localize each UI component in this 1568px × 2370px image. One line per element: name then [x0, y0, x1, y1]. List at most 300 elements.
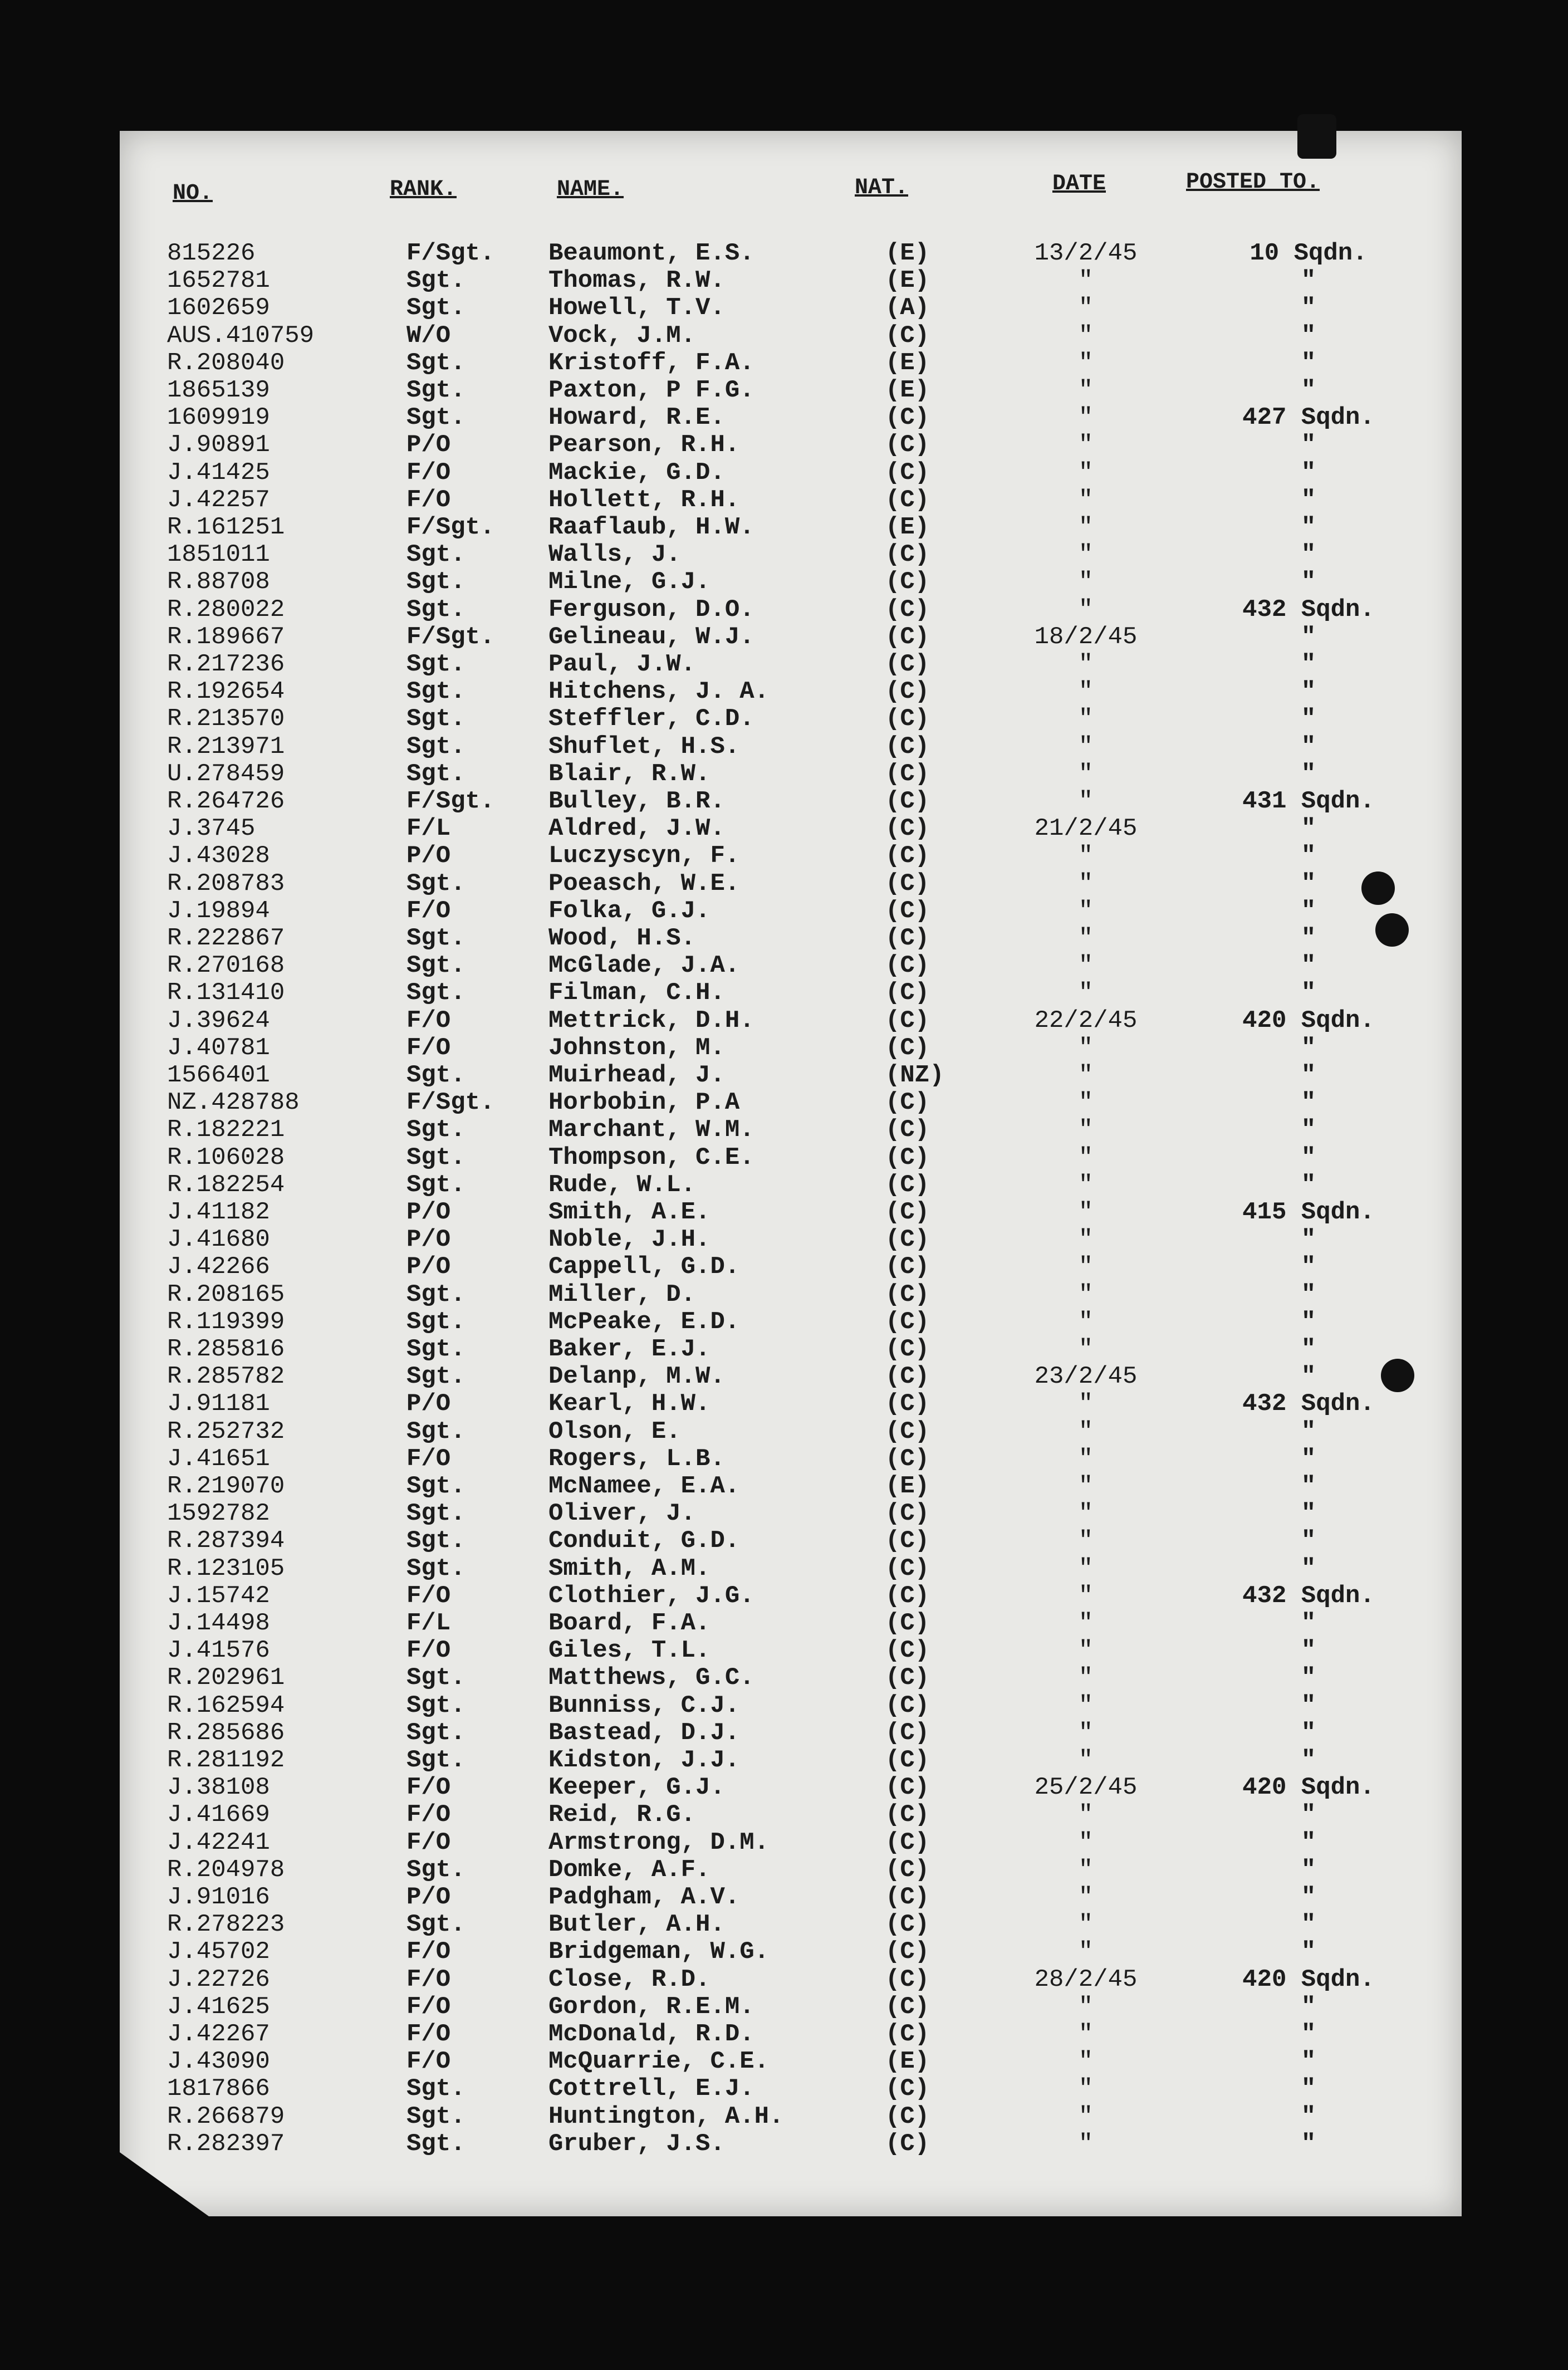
row-name: Olson, E. — [548, 1418, 681, 1446]
row-rank: P/O — [406, 1883, 451, 1911]
row-posted: " — [1301, 1089, 1316, 1117]
row-date: " — [1078, 404, 1094, 432]
row-no: R.281192 — [167, 1746, 285, 1774]
row-no: R.162594 — [167, 1692, 285, 1720]
row-date: " — [1078, 1664, 1094, 1692]
row-date: " — [1078, 2020, 1094, 2048]
row-date: " — [1078, 2075, 1094, 2103]
row-no: R.266879 — [167, 2103, 285, 2131]
row-nat: (C) — [885, 623, 930, 651]
row-posted: " — [1301, 815, 1316, 843]
row-posted: " — [1301, 924, 1316, 952]
row-name: Mettrick, D.H. — [548, 1007, 754, 1035]
row-no: R.213971 — [167, 733, 285, 761]
row-posted: " — [1301, 2075, 1316, 2103]
row-date: " — [1078, 1144, 1094, 1172]
row-posted: 432 Sqdn. — [1242, 596, 1375, 624]
row-no: R.285816 — [167, 1335, 285, 1363]
row-name: Smith, A.E. — [548, 1198, 710, 1226]
row-date: " — [1078, 1418, 1094, 1446]
row-date: 21/2/45 — [1034, 815, 1138, 843]
row-no: J.91016 — [167, 1883, 270, 1911]
row-no: J.41680 — [167, 1226, 270, 1253]
row-posted: " — [1301, 952, 1316, 980]
row-date: " — [1078, 1198, 1094, 1226]
row-name: Armstrong, D.M. — [548, 1829, 770, 1857]
row-nat: (C) — [885, 1308, 930, 1336]
row-rank: Sgt. — [406, 678, 465, 706]
row-date: 18/2/45 — [1034, 623, 1138, 651]
row-date: " — [1078, 486, 1094, 514]
row-name: Board, F.A. — [548, 1609, 710, 1637]
row-posted: " — [1301, 623, 1316, 651]
row-rank: F/Sgt. — [406, 1089, 495, 1117]
row-no: U.278459 — [167, 760, 285, 788]
row-nat: (C) — [885, 1609, 930, 1637]
row-nat: (E) — [885, 376, 930, 404]
row-date: " — [1078, 1226, 1094, 1253]
row-posted: " — [1301, 349, 1316, 377]
row-date: " — [1078, 1993, 1094, 2021]
row-posted: " — [1301, 1746, 1316, 1774]
row-no: 1566401 — [167, 1061, 270, 1089]
row-posted: " — [1301, 513, 1316, 541]
row-nat: (C) — [885, 1226, 930, 1253]
row-name: Mackie, G.D. — [548, 459, 725, 487]
row-name: Hollett, R.H. — [548, 486, 740, 514]
row-nat: (C) — [885, 733, 930, 761]
row-nat: (C) — [885, 431, 930, 459]
row-rank: Sgt. — [406, 650, 465, 678]
row-rank: F/Sgt. — [406, 239, 495, 267]
row-name: Ferguson, D.O. — [548, 596, 754, 624]
row-name: Thomas, R.W. — [548, 267, 725, 295]
row-rank: Sgt. — [406, 705, 465, 733]
row-nat: (C) — [885, 787, 930, 815]
row-no: 1865139 — [167, 376, 270, 404]
row-posted: " — [1301, 1856, 1316, 1884]
row-rank: Sgt. — [406, 294, 465, 322]
row-date: " — [1078, 596, 1094, 624]
row-rank: Sgt. — [406, 924, 465, 952]
row-rank: P/O — [406, 842, 451, 870]
row-name: Walls, J. — [548, 541, 681, 569]
row-posted: " — [1301, 267, 1316, 295]
row-no: J.3745 — [167, 815, 256, 843]
row-name: Aldred, J.W. — [548, 815, 725, 843]
row-no: R.285686 — [167, 1719, 285, 1747]
row-name: Blair, R.W. — [548, 760, 710, 788]
row-posted: 420 Sqdn. — [1242, 1007, 1375, 1035]
row-name: Bulley, B.R. — [548, 787, 725, 815]
row-no: J.40781 — [167, 1034, 270, 1062]
row-rank: P/O — [406, 1198, 451, 1226]
row-name: Clothier, J.G. — [548, 1582, 754, 1610]
row-no: 1609919 — [167, 404, 270, 432]
row-no: R.202961 — [167, 1664, 285, 1692]
row-nat: (E) — [885, 239, 930, 267]
row-rank: P/O — [406, 431, 451, 459]
row-no: J.41576 — [167, 1637, 270, 1664]
row-rank: Sgt. — [406, 404, 465, 432]
row-no: J.14498 — [167, 1609, 270, 1637]
row-name: Bridgeman, W.G. — [548, 1938, 770, 1966]
row-date: " — [1078, 897, 1094, 925]
row-rank: Sgt. — [406, 760, 465, 788]
row-date: " — [1078, 2130, 1094, 2158]
row-no: R.182221 — [167, 1116, 285, 1144]
row-date: 13/2/45 — [1034, 239, 1138, 267]
row-nat: (C) — [885, 842, 930, 870]
row-nat: (C) — [885, 678, 930, 706]
row-rank: F/O — [406, 1637, 451, 1664]
row-rank: F/O — [406, 1938, 451, 1966]
header-posted: POSTED TO. — [1186, 170, 1320, 195]
ink-blot — [1375, 913, 1409, 947]
row-date: " — [1078, 541, 1094, 569]
row-date: " — [1078, 787, 1094, 815]
row-name: Conduit, G.D. — [548, 1527, 740, 1555]
row-posted: " — [1301, 1363, 1316, 1390]
row-no: 815226 — [167, 239, 256, 267]
row-no: R.219070 — [167, 1472, 285, 1500]
row-posted: 415 Sqdn. — [1242, 1198, 1375, 1226]
row-no: R.192654 — [167, 678, 285, 706]
row-nat: (C) — [885, 2075, 930, 2103]
row-nat: (C) — [885, 1664, 930, 1692]
row-rank: F/O — [406, 1445, 451, 1473]
row-rank: F/O — [406, 1034, 451, 1062]
row-name: Smith, A.M. — [548, 1555, 710, 1583]
row-no: J.42267 — [167, 2020, 270, 2048]
row-posted: " — [1301, 760, 1316, 788]
row-posted: " — [1301, 459, 1316, 487]
row-nat: (C) — [885, 1692, 930, 1720]
row-no: R.222867 — [167, 924, 285, 952]
row-date: " — [1078, 924, 1094, 952]
row-nat: (E) — [885, 1472, 930, 1500]
row-date: " — [1078, 842, 1094, 870]
row-posted: " — [1301, 1171, 1316, 1199]
row-rank: Sgt. — [406, 376, 465, 404]
row-date: " — [1078, 1719, 1094, 1747]
row-rank: F/O — [406, 1774, 451, 1801]
row-no: J.41425 — [167, 459, 270, 487]
row-no: R.88708 — [167, 568, 270, 596]
row-no: R.264726 — [167, 787, 285, 815]
row-name: McDonald, R.D. — [548, 2020, 754, 2048]
row-rank: F/O — [406, 1582, 451, 1610]
row-no: R.106028 — [167, 1144, 285, 1172]
row-name: Rogers, L.B. — [548, 1445, 725, 1473]
row-rank: Sgt. — [406, 979, 465, 1007]
row-nat: (C) — [885, 2020, 930, 2048]
header-no: NO. — [173, 181, 213, 206]
row-date: " — [1078, 1390, 1094, 1418]
folded-corner — [120, 2152, 209, 2216]
row-rank: Sgt. — [406, 1363, 465, 1390]
row-name: Rude, W.L. — [548, 1171, 696, 1199]
row-no: J.90891 — [167, 431, 270, 459]
row-date: " — [1078, 1746, 1094, 1774]
row-no: R.208040 — [167, 349, 285, 377]
row-no: J.41651 — [167, 1445, 270, 1473]
row-name: Miller, D. — [548, 1281, 696, 1309]
row-posted: " — [1301, 733, 1316, 761]
row-no: J.45702 — [167, 1938, 270, 1966]
row-rank: Sgt. — [406, 2130, 465, 2158]
row-nat: (E) — [885, 513, 930, 541]
ink-blot — [1361, 871, 1395, 905]
row-date: " — [1078, 294, 1094, 322]
row-date: " — [1078, 349, 1094, 377]
row-nat: (E) — [885, 267, 930, 295]
row-name: Marchant, W.M. — [548, 1116, 754, 1144]
row-posted: " — [1301, 294, 1316, 322]
row-name: Kristoff, F.A. — [548, 349, 754, 377]
row-nat: (C) — [885, 1582, 930, 1610]
row-name: Butler, A.H. — [548, 1911, 725, 1938]
row-name: Oliver, J. — [548, 1500, 696, 1527]
row-posted: " — [1301, 1883, 1316, 1911]
row-nat: (C) — [885, 404, 930, 432]
row-name: Kearl, H.W. — [548, 1390, 710, 1418]
row-nat: (C) — [885, 322, 930, 350]
row-date: " — [1078, 1637, 1094, 1664]
row-no: J.19894 — [167, 897, 270, 925]
ink-blot — [1381, 1359, 1414, 1392]
row-posted: " — [1301, 842, 1316, 870]
row-date: " — [1078, 1171, 1094, 1199]
row-date: " — [1078, 1281, 1094, 1309]
row-nat: (C) — [885, 596, 930, 624]
row-date: 25/2/45 — [1034, 1774, 1138, 1801]
row-no: AUS.410759 — [167, 322, 315, 350]
row-rank: Sgt. — [406, 1746, 465, 1774]
row-no: J.41625 — [167, 1993, 270, 2021]
row-posted: " — [1301, 1938, 1316, 1966]
row-date: " — [1078, 1883, 1094, 1911]
row-name: Close, R.D. — [548, 1966, 710, 1994]
row-nat: (C) — [885, 1144, 930, 1172]
row-no: 1851011 — [167, 541, 270, 569]
row-date: " — [1078, 1253, 1094, 1281]
row-name: Steffler, C.D. — [548, 705, 754, 733]
row-nat: (C) — [885, 650, 930, 678]
row-date: " — [1078, 1692, 1094, 1720]
row-date: " — [1078, 376, 1094, 404]
row-name: Pearson, R.H. — [548, 431, 740, 459]
row-no: R.252732 — [167, 1418, 285, 1446]
row-nat: (C) — [885, 1089, 930, 1117]
row-date: " — [1078, 1829, 1094, 1857]
row-rank: Sgt. — [406, 1144, 465, 1172]
row-posted: " — [1301, 2048, 1316, 2075]
row-rank: Sgt. — [406, 1472, 465, 1500]
row-rank: F/L — [406, 1609, 451, 1637]
row-name: McNamee, E.A. — [548, 1472, 740, 1500]
row-posted: " — [1301, 322, 1316, 350]
row-posted: " — [1301, 1472, 1316, 1500]
row-date: " — [1078, 1116, 1094, 1144]
row-nat: (C) — [885, 870, 930, 898]
row-nat: (C) — [885, 760, 930, 788]
row-nat: (C) — [885, 1527, 930, 1555]
row-name: Matthews, G.C. — [548, 1664, 754, 1692]
row-nat: (C) — [885, 1034, 930, 1062]
row-rank: Sgt. — [406, 1719, 465, 1747]
row-date: " — [1078, 650, 1094, 678]
row-nat: (C) — [885, 1363, 930, 1390]
row-rank: Sgt. — [406, 1281, 465, 1309]
row-posted: " — [1301, 1527, 1316, 1555]
row-nat: (C) — [885, 1911, 930, 1938]
row-rank: Sgt. — [406, 1664, 465, 1692]
row-nat: (C) — [885, 1719, 930, 1747]
row-date: " — [1078, 513, 1094, 541]
row-rank: Sgt. — [406, 2075, 465, 2103]
row-posted: 10 Sqdn. — [1250, 239, 1368, 267]
row-no: R.119399 — [167, 1308, 285, 1336]
row-no: R.285782 — [167, 1363, 285, 1390]
row-posted: 420 Sqdn. — [1242, 1774, 1375, 1801]
row-rank: Sgt. — [406, 1911, 465, 1938]
row-nat: (E) — [885, 2048, 930, 2075]
row-name: Filman, C.H. — [548, 979, 725, 1007]
row-nat: (C) — [885, 952, 930, 980]
row-posted: " — [1301, 650, 1316, 678]
row-nat: (C) — [885, 1746, 930, 1774]
row-no: R.213570 — [167, 705, 285, 733]
row-rank: Sgt. — [406, 541, 465, 569]
row-posted: " — [1301, 1609, 1316, 1637]
row-name: McPeake, E.D. — [548, 1308, 740, 1336]
row-posted: " — [1301, 1226, 1316, 1253]
row-nat: (C) — [885, 1883, 930, 1911]
row-nat: (C) — [885, 1445, 930, 1473]
row-nat: (C) — [885, 1555, 930, 1583]
row-nat: (C) — [885, 486, 930, 514]
row-nat: (C) — [885, 2103, 930, 2131]
row-rank: Sgt. — [406, 733, 465, 761]
row-name: Folka, G.J. — [548, 897, 710, 925]
row-rank: F/O — [406, 1829, 451, 1857]
row-nat: (C) — [885, 1171, 930, 1199]
row-name: Howard, R.E. — [548, 404, 725, 432]
row-nat: (C) — [885, 541, 930, 569]
row-posted: " — [1301, 1034, 1316, 1062]
row-date: " — [1078, 1034, 1094, 1062]
row-name: Beaumont, E.S. — [548, 239, 754, 267]
row-nat: (NZ) — [885, 1061, 944, 1089]
row-rank: Sgt. — [406, 1856, 465, 1884]
row-posted: " — [1301, 1664, 1316, 1692]
row-no: R.282397 — [167, 2130, 285, 2158]
row-no: J.91181 — [167, 1390, 270, 1418]
row-posted: " — [1301, 541, 1316, 569]
row-posted: " — [1301, 1061, 1316, 1089]
row-date: " — [1078, 1335, 1094, 1363]
row-date: " — [1078, 733, 1094, 761]
row-name: Kidston, J.J. — [548, 1746, 740, 1774]
row-no: J.43028 — [167, 842, 270, 870]
row-name: Gordon, R.E.M. — [548, 1993, 754, 2021]
row-posted: " — [1301, 1719, 1316, 1747]
row-rank: Sgt. — [406, 1116, 465, 1144]
ink-blot — [1297, 114, 1336, 159]
row-date: " — [1078, 979, 1094, 1007]
row-posted: " — [1301, 897, 1316, 925]
row-name: Luczyscyn, F. — [548, 842, 740, 870]
row-name: Milne, G.J. — [548, 568, 710, 596]
row-name: Horbobin, P.A — [548, 1089, 740, 1117]
row-name: Delanp, M.W. — [548, 1363, 725, 1390]
row-rank: F/O — [406, 2048, 451, 2075]
row-posted: 420 Sqdn. — [1242, 1966, 1375, 1994]
row-rank: Sgt. — [406, 1527, 465, 1555]
row-posted: " — [1301, 1500, 1316, 1527]
row-posted: " — [1301, 1555, 1316, 1583]
row-nat: (C) — [885, 705, 930, 733]
row-rank: Sgt. — [406, 870, 465, 898]
row-name: Johnston, M. — [548, 1034, 725, 1062]
row-nat: (C) — [885, 1500, 930, 1527]
row-name: Bastead, D.J. — [548, 1719, 740, 1747]
row-no: 1602659 — [167, 294, 270, 322]
row-posted: 427 Sqdn. — [1242, 404, 1375, 432]
row-posted: " — [1301, 1692, 1316, 1720]
row-rank: Sgt. — [406, 1692, 465, 1720]
row-nat: (C) — [885, 924, 930, 952]
row-rank: Sgt. — [406, 1555, 465, 1583]
row-posted: " — [1301, 979, 1316, 1007]
row-name: Reid, R.G. — [548, 1801, 696, 1829]
row-nat: (C) — [885, 1198, 930, 1226]
row-nat: (A) — [885, 294, 930, 322]
row-name: Poeasch, W.E. — [548, 870, 740, 898]
row-nat: (C) — [885, 1774, 930, 1801]
row-rank: F/Sgt. — [406, 787, 495, 815]
row-no: 1817866 — [167, 2075, 270, 2103]
row-date: " — [1078, 1527, 1094, 1555]
row-name: Paxton, P F.G. — [548, 376, 754, 404]
row-nat: (C) — [885, 1801, 930, 1829]
row-date: " — [1078, 1938, 1094, 1966]
row-posted: 432 Sqdn. — [1242, 1390, 1375, 1418]
row-posted: " — [1301, 431, 1316, 459]
row-date: " — [1078, 1609, 1094, 1637]
row-no: 1652781 — [167, 267, 270, 295]
row-date: " — [1078, 952, 1094, 980]
row-rank: Sgt. — [406, 1061, 465, 1089]
row-posted: " — [1301, 705, 1316, 733]
row-date: " — [1078, 760, 1094, 788]
row-posted: " — [1301, 1144, 1316, 1172]
row-posted: " — [1301, 1637, 1316, 1664]
row-no: R.182254 — [167, 1171, 285, 1199]
row-posted: 432 Sqdn. — [1242, 1582, 1375, 1610]
row-posted: " — [1301, 1911, 1316, 1938]
row-posted: 431 Sqdn. — [1242, 787, 1375, 815]
row-no: J.22726 — [167, 1966, 270, 1994]
row-posted: " — [1301, 1335, 1316, 1363]
row-name: Keeper, G.J. — [548, 1774, 725, 1801]
row-rank: Sgt. — [406, 1335, 465, 1363]
row-no: R.278223 — [167, 1911, 285, 1938]
row-no: J.43090 — [167, 2048, 270, 2075]
row-name: Muirhead, J. — [548, 1061, 725, 1089]
row-name: Howell, T.V. — [548, 294, 725, 322]
